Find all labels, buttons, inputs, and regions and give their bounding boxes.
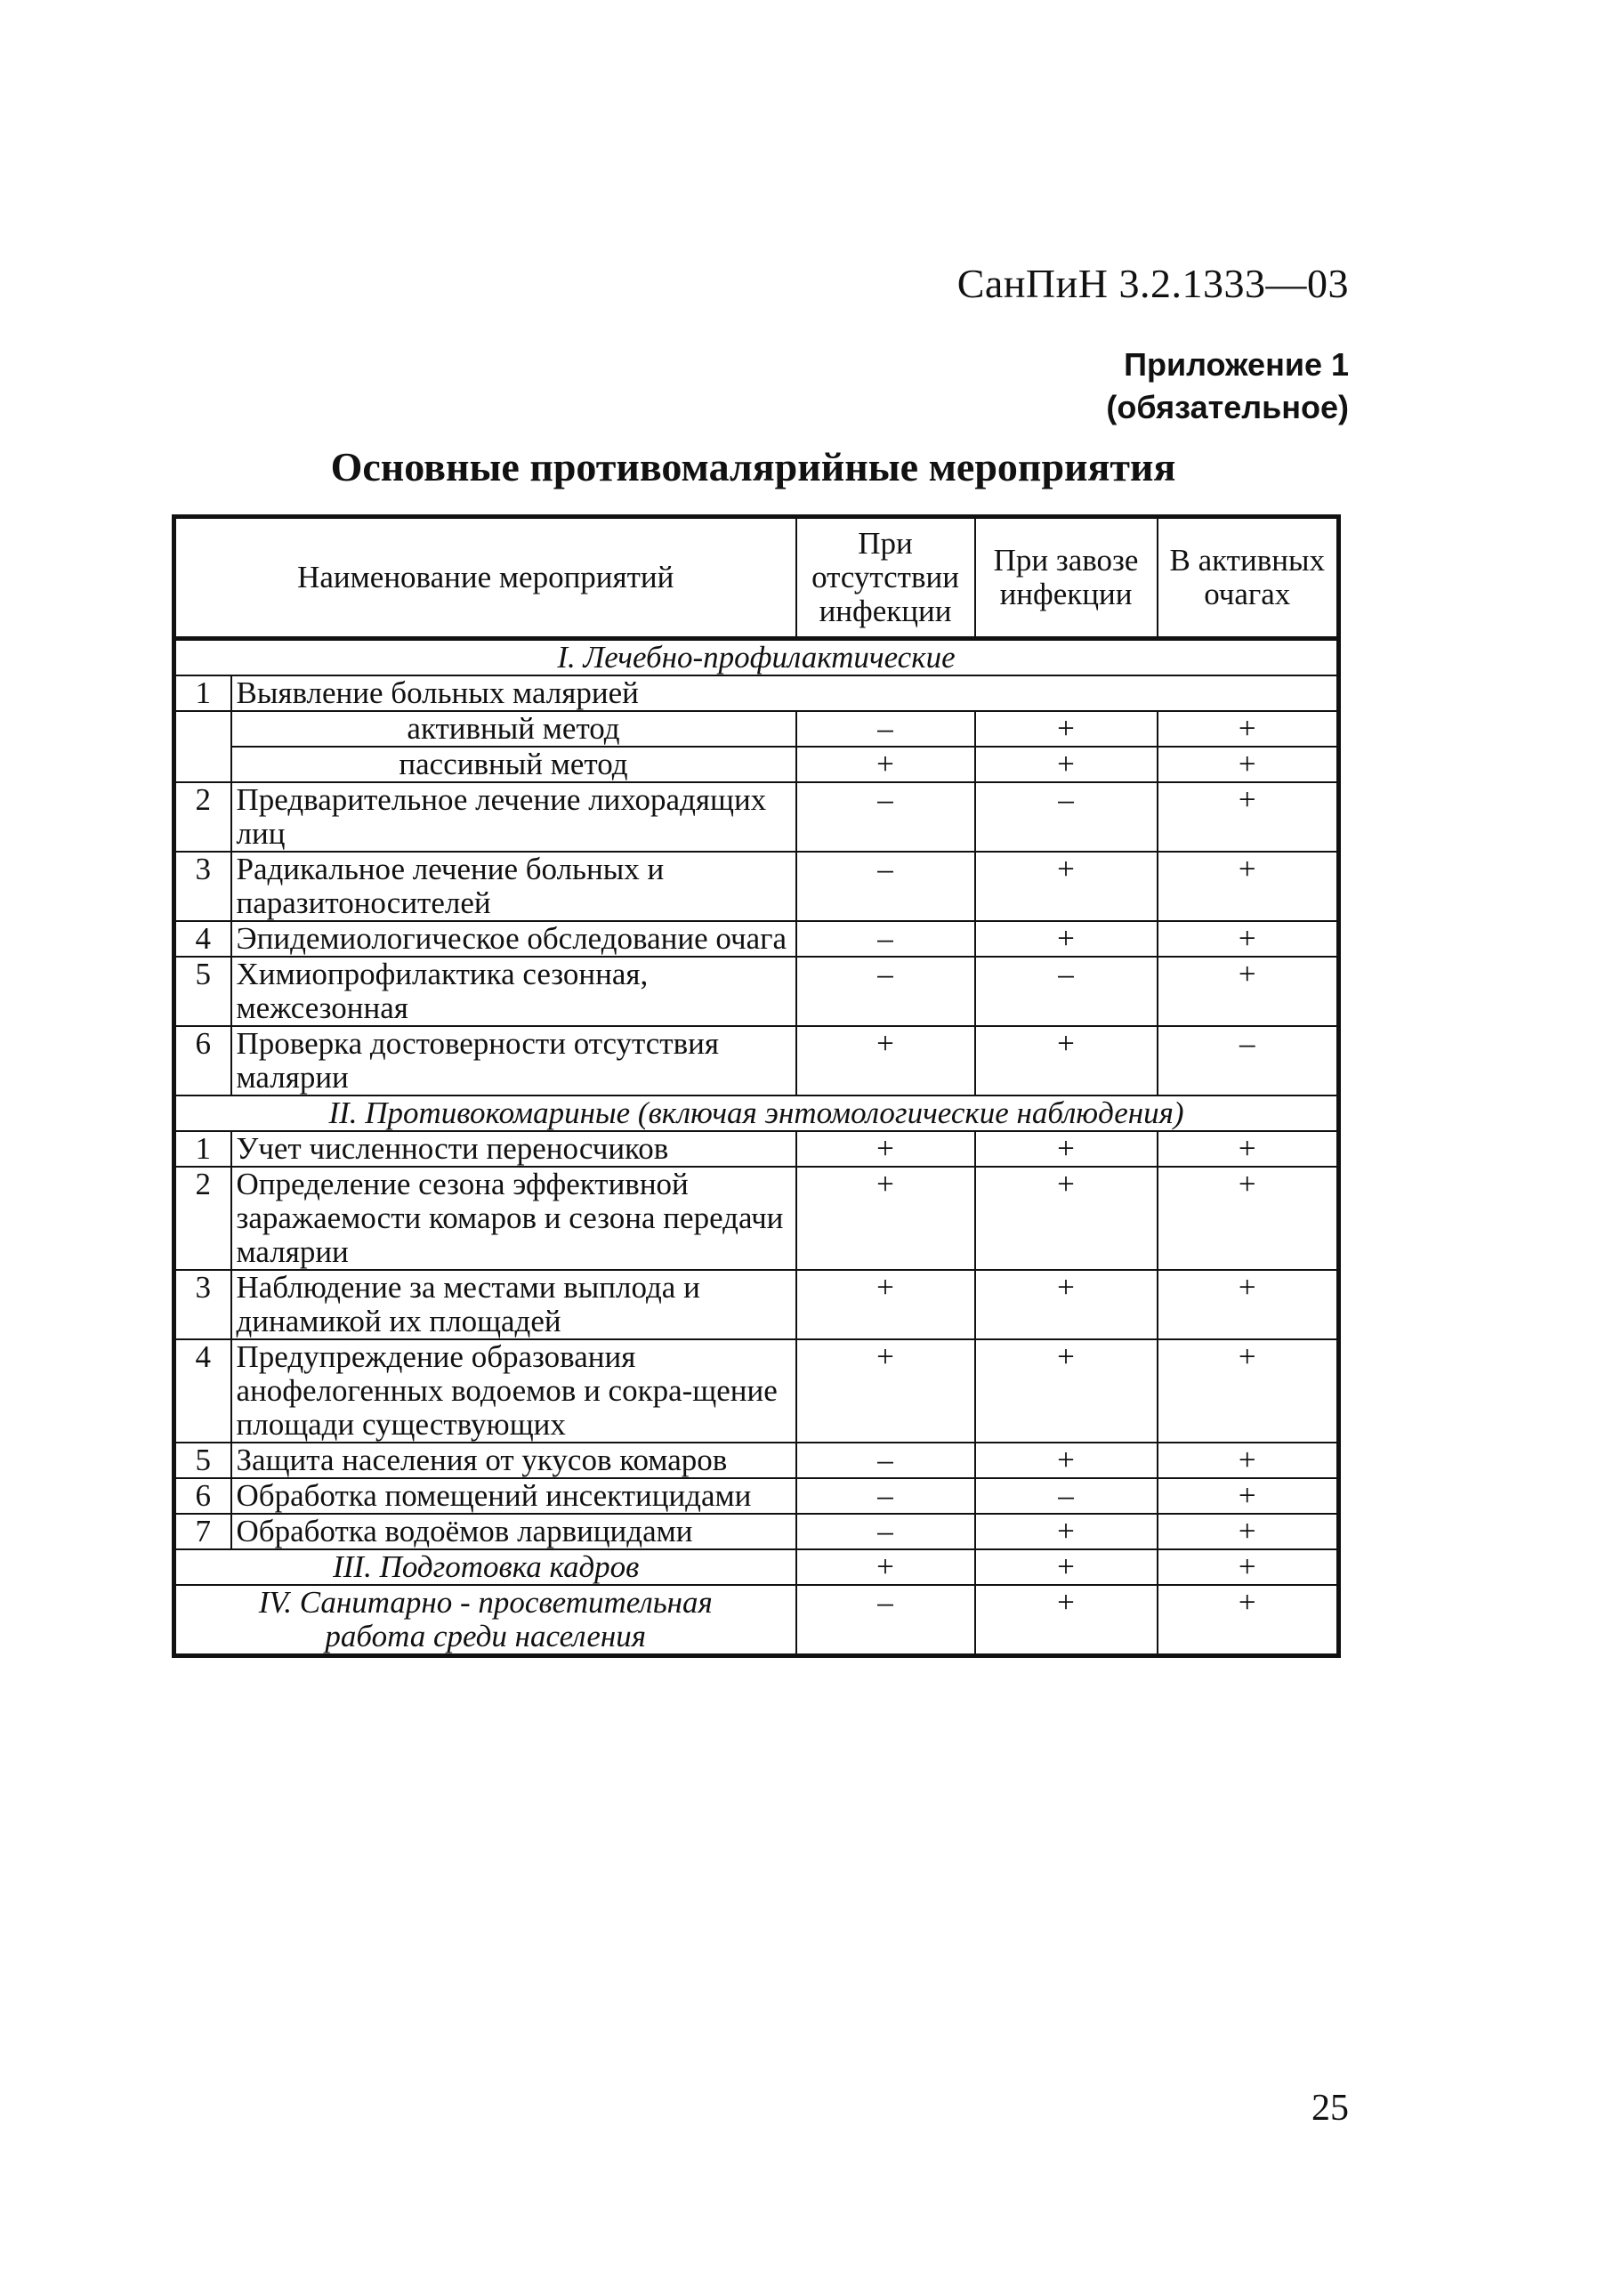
section-row (174, 1095, 1339, 1131)
mark-imported: + (975, 1585, 1158, 1656)
mark-active: + (1158, 1585, 1339, 1656)
row-number: 4 (174, 921, 231, 957)
mark-active: + (1158, 1339, 1339, 1443)
table-row (174, 711, 1339, 747)
mark-absent: – (796, 1585, 975, 1656)
mark-imported: – (975, 957, 1158, 1026)
section-title-1: I. Лечебно-профилактические (174, 639, 1339, 676)
mark-active: + (1158, 1478, 1339, 1514)
appendix-status: (обязательное) (1106, 389, 1349, 425)
measure-name: Эпидемиологическое обследование очага (231, 921, 796, 957)
mark-absent: – (796, 782, 975, 852)
measure-name: Обработка водоёмов ларвицидами (231, 1514, 796, 1549)
table-row (174, 1131, 1339, 1167)
row-number: 4 (174, 1339, 231, 1443)
mark-imported: + (975, 1270, 1158, 1339)
mark-absent: + (796, 1167, 975, 1270)
section-title-2: II. Противокомариные (включая энтомологические наблюдения) (174, 1095, 1339, 1131)
mark-imported: – (975, 782, 1158, 852)
measure-name: Выявление больных малярией (231, 675, 1339, 711)
row-number: 5 (174, 957, 231, 1026)
table-row (174, 1443, 1339, 1478)
mark-absent: + (796, 747, 975, 782)
mark-active: + (1158, 957, 1339, 1026)
row-number: 3 (174, 852, 231, 921)
table-row (174, 852, 1339, 921)
mark-imported: + (975, 747, 1158, 782)
mark-absent: + (796, 1131, 975, 1167)
section-row (174, 1585, 1339, 1656)
section-title-3: III. Подготовка кадров (174, 1549, 796, 1585)
row-number: 5 (174, 1443, 231, 1478)
appendix-label (1106, 344, 1349, 429)
table-header-row (174, 517, 1339, 639)
mark-absent: – (796, 957, 975, 1026)
mark-absent: – (796, 1443, 975, 1478)
mark-imported: + (975, 711, 1158, 747)
row-number: 6 (174, 1478, 231, 1514)
table-row (174, 675, 1339, 711)
mark-active: + (1158, 782, 1339, 852)
mark-active: + (1158, 1270, 1339, 1339)
mark-absent: – (796, 921, 975, 957)
measure-name: Химиопрофилактика сезонная, межсезонная (231, 957, 796, 1026)
mark-active: + (1158, 1549, 1339, 1585)
section-row (174, 639, 1339, 676)
mark-imported: + (975, 1026, 1158, 1095)
document-code: СанПиН 3.2.1333—03 (956, 261, 1349, 306)
table-row (174, 957, 1339, 1026)
mark-imported: + (975, 852, 1158, 921)
table-row (174, 1514, 1339, 1549)
table-row (174, 1270, 1339, 1339)
mark-absent: + (796, 1270, 975, 1339)
mark-imported: + (975, 1131, 1158, 1167)
measure-name: Учет численности переносчиков (231, 1131, 796, 1167)
measure-name: Предупреждение образования анофелогенных водоемов и сокра-щение площади существующих (231, 1339, 796, 1443)
mark-imported: + (975, 1339, 1158, 1443)
mark-imported: + (975, 1443, 1158, 1478)
mark-active: + (1158, 921, 1339, 957)
mark-active: + (1158, 711, 1339, 747)
table-row (174, 1478, 1339, 1514)
mark-active: + (1158, 747, 1339, 782)
mark-imported: + (975, 1167, 1158, 1270)
measure-name: активный метод (231, 711, 796, 747)
row-number: 3 (174, 1270, 231, 1339)
table-row (174, 1167, 1339, 1270)
measure-name: Определение сезона эффективной заражаемости комаров и сезона передачи малярии (231, 1167, 796, 1270)
row-number: 1 (174, 1131, 231, 1167)
table-row (174, 921, 1339, 957)
measure-name: Защита населения от укусов комаров (231, 1443, 796, 1478)
row-number-empty (174, 711, 231, 782)
mark-active: + (1158, 1443, 1339, 1478)
column-header-active: В активных очагах (1158, 517, 1339, 639)
mark-active: + (1158, 1167, 1339, 1270)
mark-absent: – (796, 1514, 975, 1549)
mark-imported: – (975, 1478, 1158, 1514)
mark-imported: + (975, 1514, 1158, 1549)
table-row (174, 1026, 1339, 1095)
row-number: 2 (174, 1167, 231, 1270)
section-row (174, 1549, 1339, 1585)
mark-absent: + (796, 1026, 975, 1095)
mark-imported: + (975, 1549, 1158, 1585)
column-header-imported: При завозе инфекции (975, 517, 1158, 639)
page-number: 25 (1311, 2088, 1349, 2129)
mark-active: + (1158, 852, 1339, 921)
measure-name: Радикальное лечение больных и паразитоносителей (231, 852, 796, 921)
mark-imported: + (975, 921, 1158, 957)
measures-table (172, 514, 1341, 1658)
mark-active: + (1158, 1514, 1339, 1549)
row-number: 2 (174, 782, 231, 852)
measure-name: Обработка помещений инсектицидами (231, 1478, 796, 1514)
row-number: 6 (174, 1026, 231, 1095)
mark-active: – (1158, 1026, 1339, 1095)
mark-absent: – (796, 852, 975, 921)
section-title-4: IV. Санитарно - просветительная работа среди населения (174, 1585, 796, 1656)
mark-active: + (1158, 1131, 1339, 1167)
measure-name: Предварительное лечение лихорадящих лиц (231, 782, 796, 852)
row-number: 1 (174, 675, 231, 711)
measure-name: Наблюдение за местами выплода и динамикой их площадей (231, 1270, 796, 1339)
page-title: Основные противомалярийные мероприятия (330, 444, 1176, 489)
table-row (174, 782, 1339, 852)
column-header-name: Наименование мероприятий (174, 517, 796, 639)
measure-name: Проверка достоверности отсутствия малярии (231, 1026, 796, 1095)
table-row (174, 1339, 1339, 1443)
table-row (174, 747, 1339, 782)
row-number: 7 (174, 1514, 231, 1549)
mark-absent: + (796, 1339, 975, 1443)
mark-absent: – (796, 1478, 975, 1514)
measure-name: пассивный метод (231, 747, 796, 782)
appendix-number: Приложение 1 (1124, 346, 1349, 383)
mark-absent: + (796, 1549, 975, 1585)
mark-absent: – (796, 711, 975, 747)
column-header-absent: При отсутствии инфекции (796, 517, 975, 639)
